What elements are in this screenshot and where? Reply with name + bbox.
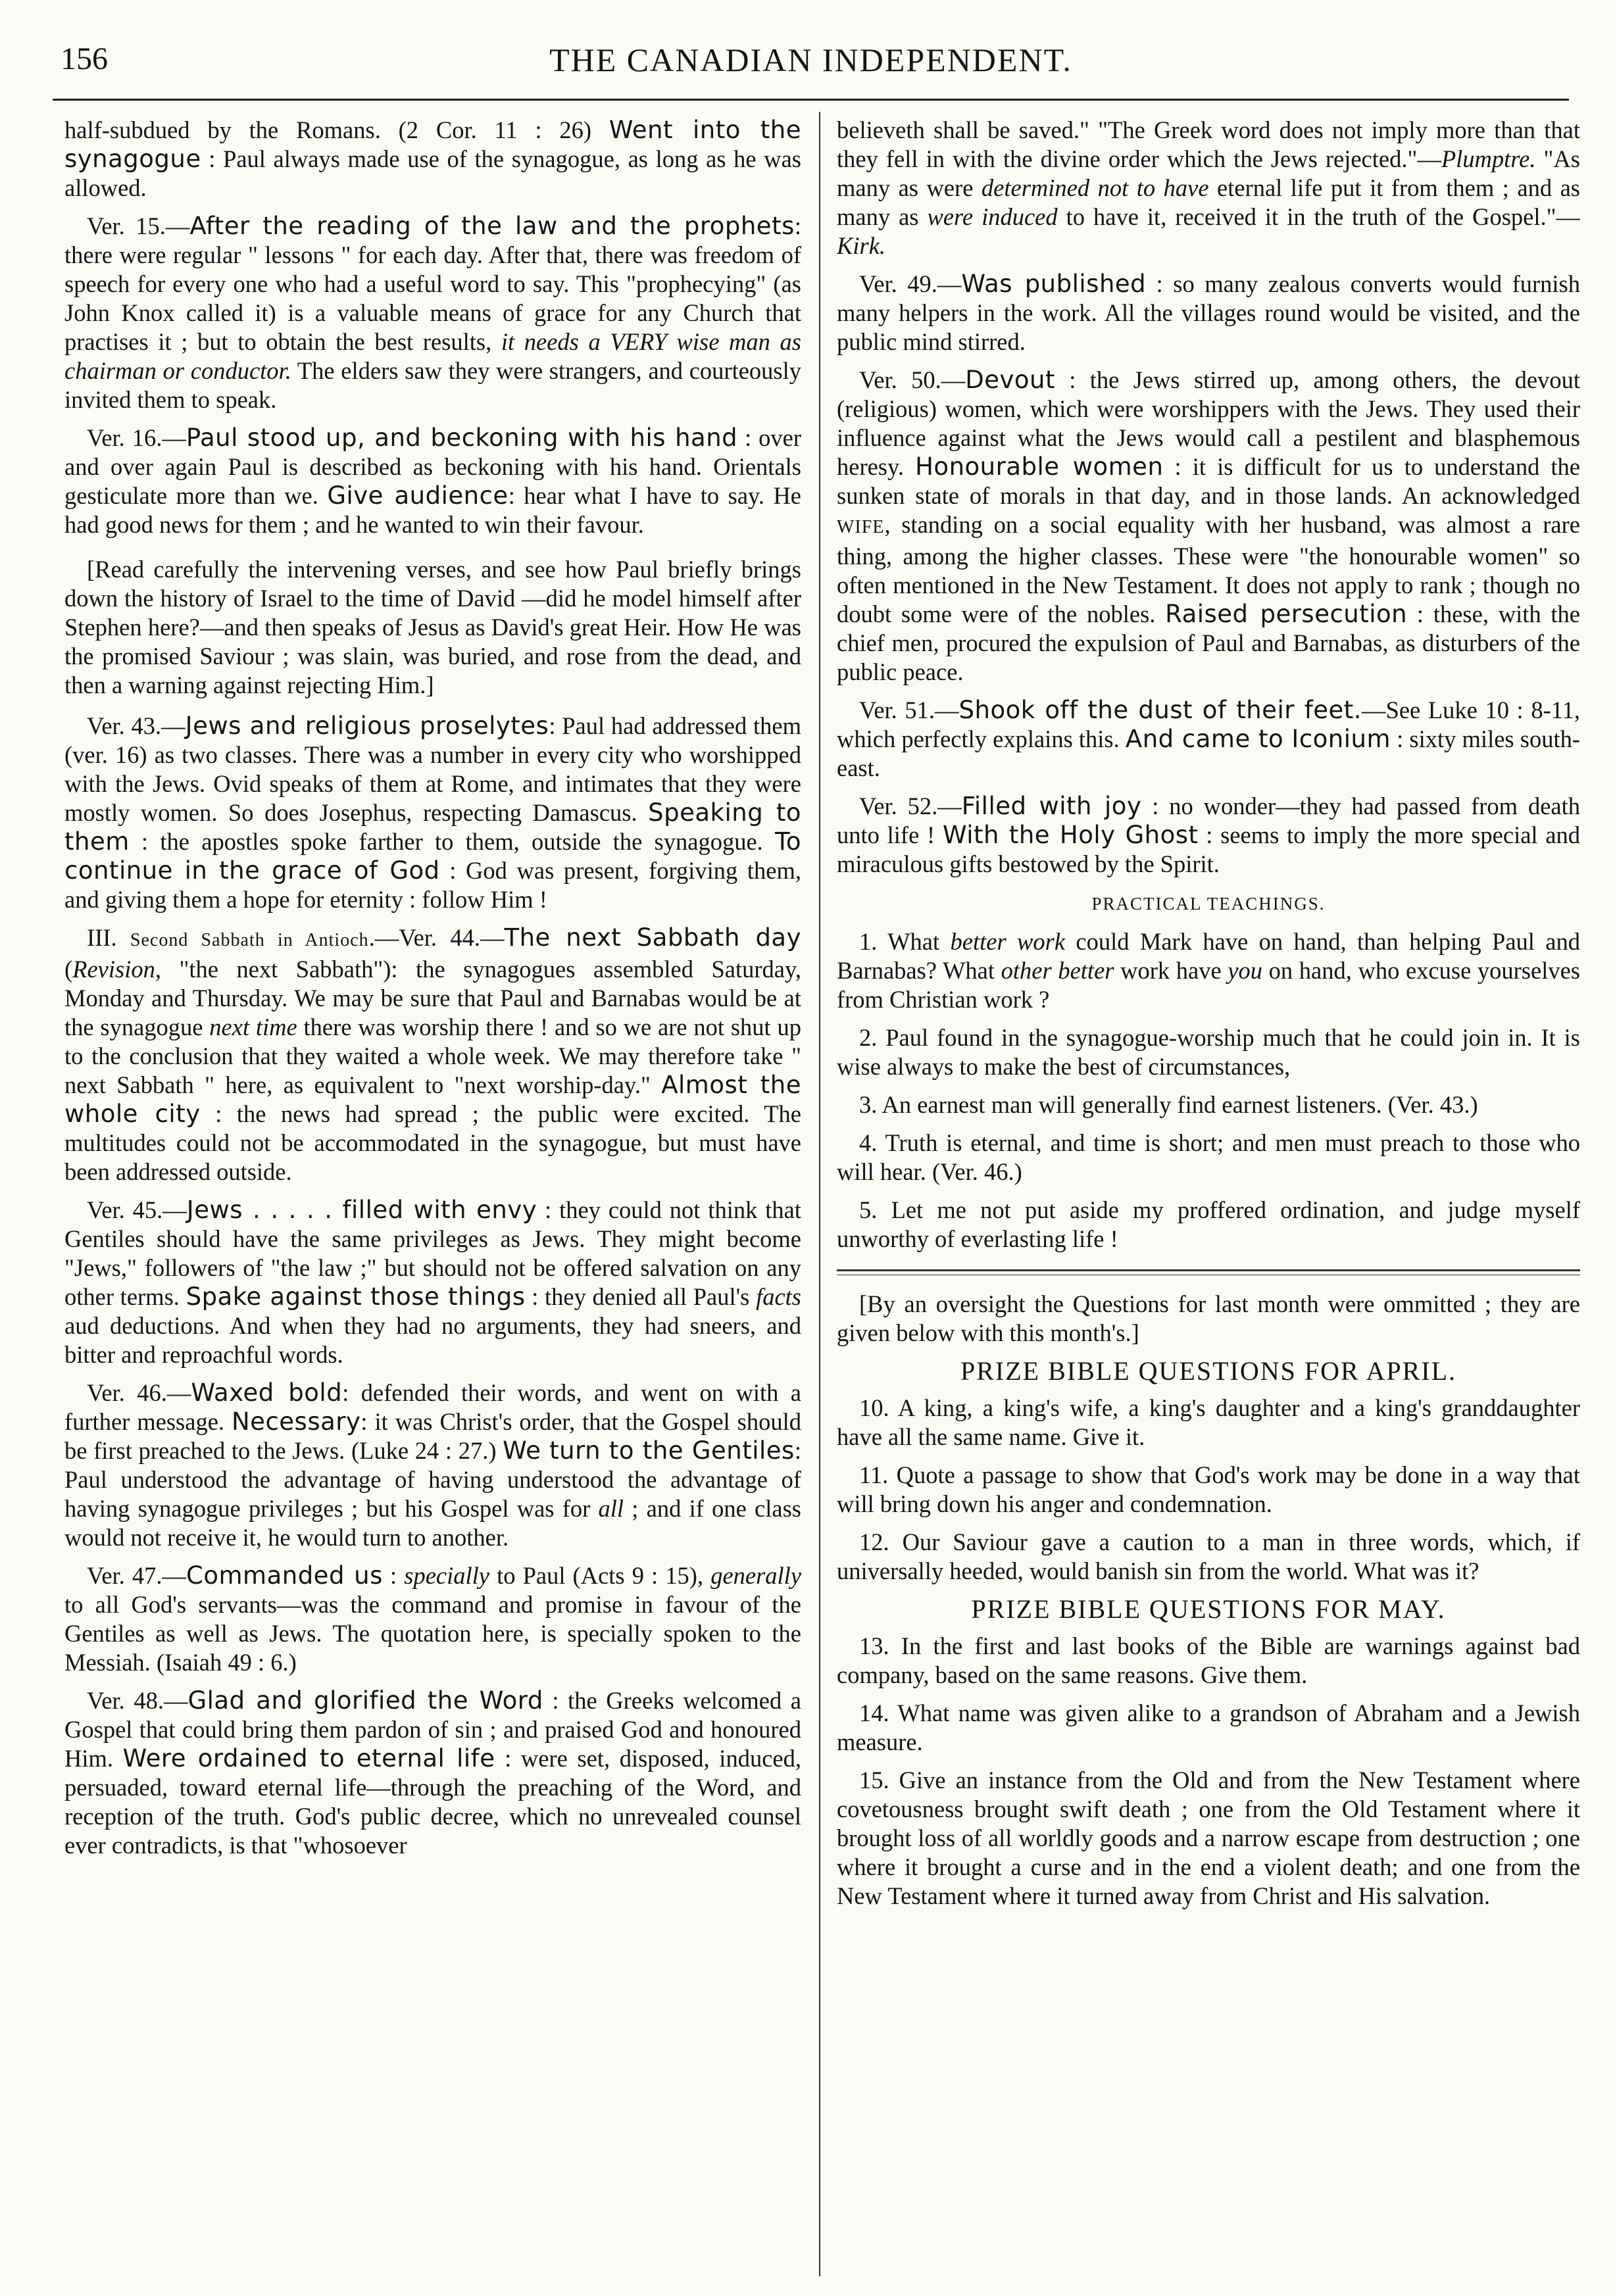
question-item: 15. Give an instance from the Old and from the New Testament where covetousness brought swift death ; one from the Old Testament where it brought loss of all worldly goods and a narrow escape from destruction ; one where it brought a curse and in the end a violent death; and one from the New Testament where it turned away from Christ and His salvation. (837, 1767, 1580, 1909)
paragraph: half-subdued by the Romans. (2 Cor. 11 : 26) Went into the synagogue : Paul always made use of the synagogue, as long as he was allowed. (64, 116, 801, 201)
may-questions-heading: PRIZE BIBLE QUESTIONS FOR MAY. (971, 1594, 1446, 1624)
teaching-item: 2. Paul found in the synagogue-worship much that he could join in. It is wise always to make the best of circumstances, (837, 1024, 1580, 1080)
question-item: 14. What name was given alike to a grandson of Abraham and a Jewish measure. (837, 1699, 1580, 1755)
oversight-note: [By an oversight the Questions for last month were ommitted ; they are given below with this month's.] (837, 1290, 1580, 1346)
paragraph: Ver. 46.—Waxed bold: defended their words, and went on with a further message. Necessary: it was Christ's order, that the Gospel should be first preached to the Jews. (Luke 24 : 27.) We turn to the Gentiles: Paul understood the advantage of having understood the advantage of having synagogue privileges ; but his Gospel was for all ; and if one class would not receive it, he would turn to another. (64, 1379, 801, 1551)
paragraph: Ver. 52.—Filled with joy : no wonder—they had passed from death unto life ! With the Holy Ghost : seems to imply the more special and miraculous gifts bestowed by the Spirit. (837, 792, 1580, 877)
header-rule (53, 99, 1569, 101)
paragraph: Ver. 47.—Commanded us : specially to Paul (Acts 9 : 15), generally to all God's servants—was the command and promise in favour of the Gentiles as well as Jews. The quotation here, is specially spoken to the Messiah. (Isaiah 49 : 6.) (64, 1561, 801, 1676)
paragraph: believeth shall be saved." "The Greek word does not imply more than that they fell in with the divine order which the Jews rejected."—Plumptre. "As many as were determined not to have eternal life put it from them ; and as many as were induced to have it, received it in the truth of the Gospel."—Kirk. (837, 116, 1580, 259)
paragraph: III. Second Sabbath in Antioch.—Ver. 44.—The next Sabbath day (Revision, "the next Sabbath"): the synagogues assembled Saturday, Monday and Thursday. We may be sure that Paul and Barnabas would be at the synagogue next time there was worship there ! and so we are not shut up to the conclusion that they waited a whole week. We may therefore take " next Sabbath " here, as equivalent to "next worship-day." Almost the whole city : the news had spread ; the public were excited. The multitudes could not be accommodated in the synagogue, but must have been addressed outside. (64, 923, 801, 1185)
page-header (53, 41, 1569, 93)
practical-teachings-heading: PRACTICAL TEACHINGS. (1091, 894, 1326, 914)
april-questions-heading: PRIZE BIBLE QUESTIONS FOR APRIL. (960, 1356, 1457, 1386)
paragraph: Ver. 49.—Was published : so many zealous converts would furnish many helpers in the work. All the villages round would be visited, and the public mind stirred. (837, 270, 1580, 355)
teaching-item: 3. An earnest man will generally find earnest listeners. (Ver. 43.) (859, 1091, 1478, 1118)
bracketed-note: [Read carefully the intervening verses, and see how Paul briefly brings down the history of Israel to the time of David —did he model himself after Stephen here?—and then speaks of Jesus as David's great Heir. How He was the promised Saviour ; was slain, was buried, and rose from the dead, and then a warning against rejecting Him.] (64, 556, 801, 698)
paragraph: Ver. 43.—Jews and religious proselytes: Paul had addressed them (ver. 16) as two classes. There was a number in every city who worshipped with the Jews. Ovid speaks of them at Rome, and intimates that they were mostly women. So does Josephus, respecting Damascus. Speaking to them : the apostles spoke farther to them, outside the synagogue. To continue in the grace of God : God was present, forgiving them, and giving them a hope for eternity : follow Him ! (64, 712, 801, 913)
question-item: 10. A king, a king's wife, a king's daughter and a king's granddaughter have all the same name. Give it. (837, 1394, 1580, 1450)
paragraph: Ver. 51.—Shook off the dust of their feet.—See Luke 10 : 8-11, which perfectly explains this. And came to Iconium : sixty miles south-east. (837, 696, 1580, 781)
paragraph: Ver. 15.—After the reading of the law and the prophets: there were regular " lessons " for each day. After that, there was freedom of speech for every one who had a useful word to say. This "prophecying" (as John Knox called it) is a valuable means of grace for any Church that practises it ; but to obtain the best results, it needs a VERY wise man as chairman or conductor. The elders saw they were strangers, and courteously invited them to speak. (64, 212, 801, 413)
teaching-item: 5. Let me not put aside my proffered ordination, and judge myself unworthy of everlasting life ! (837, 1196, 1580, 1252)
teaching-item: 1. What better work could Mark have on hand, than helping Paul and Barnabas? What other better work have you on hand, who excuse yourselves from Christian work ? (837, 928, 1580, 1013)
column-divider (819, 112, 820, 2276)
teaching-item: 4. Truth is eternal, and time is short; and men must preach to those who will hear. (Ver. 46.) (837, 1129, 1580, 1185)
question-item: 13. In the first and last books of the Bible are warnings against bad company, based on the same reasons. Give them. (837, 1632, 1580, 1688)
question-item: 12. Our Saviour gave a caution to a man in three words, which, if universally heeded, would banish sin from the world. What was it? (837, 1528, 1580, 1584)
paragraph: Ver. 50.—Devout : the Jews stirred up, among others, the devout (religious) women, which were worshippers with the Jews. They used their influence against what the Jews would call a pestilent and blasphemous heresy. Honourable women : it is difficult for us to understand the sunken state of morals in that day, and in those lands. An acknowledged WIFE, standing on a social equality with her husband, was almost a rare thing, among the higher classes. These were "the honourable women" so often mentioned in the New Testament. It does not apply to rank ; though no doubt some were of the nobles. Raised persecution : these, with the chief men, procured the expulsion of Paul and Barnabas, as disturbers of the public peace. (837, 366, 1580, 685)
question-item: 11. Quote a passage to show that God's work may be done in a way that will bring down his anger and condemnation. (837, 1461, 1580, 1517)
running-title: THE CANADIAN INDEPENDENT. (549, 41, 1072, 78)
left-column (64, 116, 801, 2270)
section-rule (837, 1269, 1580, 1275)
page-number: 156 (61, 41, 108, 76)
paragraph: Ver. 48.—Glad and glorified the Word : the Greeks welcomed a Gospel that could bring them pardon of sin ; and praised God and honoured Him. Were ordained to eternal life : were set, disposed, induced, persuaded, toward eternal life—through the preaching of the Word, and reception of the truth. God's public decree, which no unrevealed counsel ever contradicts, is that "whosoever (64, 1686, 801, 1859)
right-column (837, 116, 1580, 2270)
paragraph: Ver. 45.—Jews . . . . . filled with envy : they could not think that Gentiles should have the same privileges as Jews. They might become "Jews," followers of "the law ;" but should not be offered salvation on any other terms. Spake against those things : they denied all Paul's facts aud deductions. And when they had no arguments, they had sneers, and bitter and reproachful words. (64, 1196, 801, 1368)
paragraph: Ver. 16.—Paul stood up, and beckoning with his hand : over and over again Paul is described as beckoning with his hand. Orientals gesticulate more than we. Give audience: hear what I have to say. He had good news for them ; and he wanted to win their favour. (64, 424, 801, 538)
